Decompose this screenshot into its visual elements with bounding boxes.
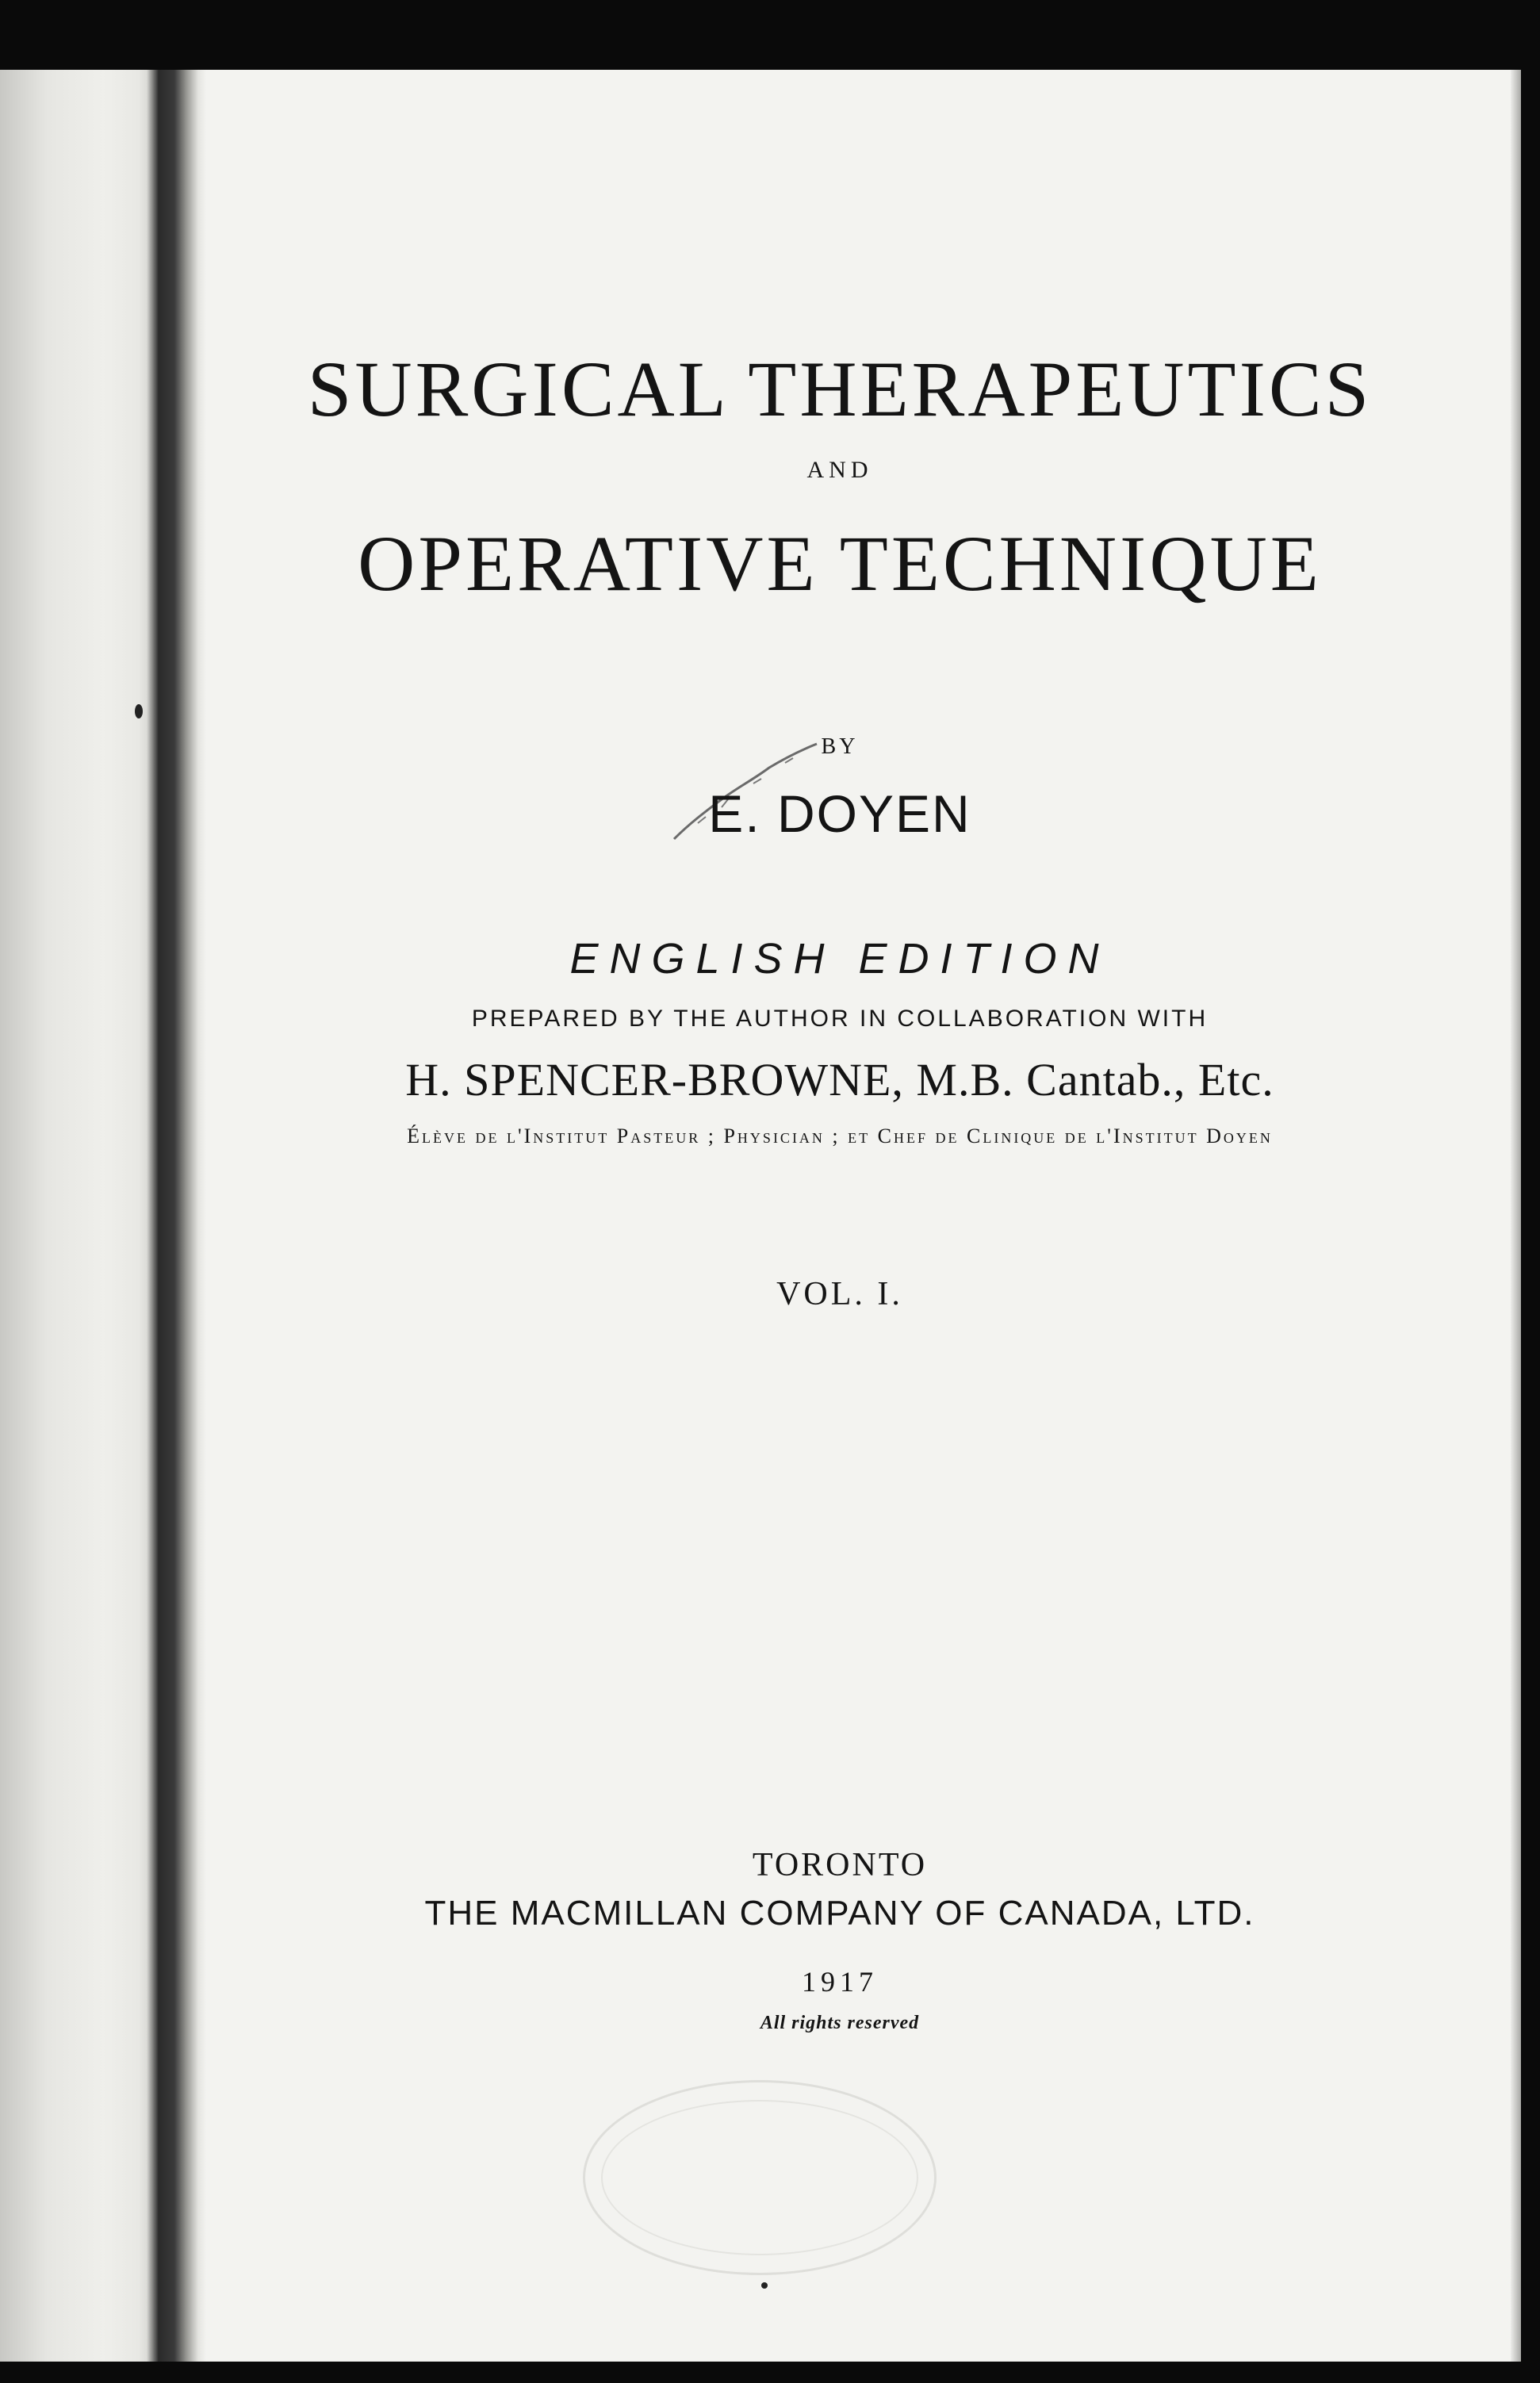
- title-line-1: SURGICAL THERAPEUTICS: [307, 345, 1373, 433]
- publisher-name: THE MACMILLAN COMPANY OF CANADA, LTD.: [424, 1894, 1255, 1933]
- volume-number: VOL. I.: [776, 1276, 903, 1312]
- title-conjunction: AND: [806, 457, 873, 483]
- title-line-2: OPERATIVE TECHNIQUE: [358, 519, 1322, 607]
- publisher-city: TORONTO: [752, 1847, 928, 1883]
- library-stamp: [583, 2080, 937, 2275]
- ink-speck: [135, 704, 143, 718]
- collaborator-name: H. SPENCER-BROWNE, M.B. Cantab., Etc.: [405, 1054, 1274, 1105]
- prepared-by-line: PREPARED BY THE AUTHOR IN COLLABORATION WITH: [471, 1006, 1209, 1032]
- ink-speck: [761, 2282, 768, 2289]
- collaborator-roles: Élève de l'Institut Pasteur ; Physician ; et Chef de Clinique de l'Institut Doyen: [407, 1124, 1273, 1147]
- edition-label: ENGLISH EDITION: [569, 935, 1110, 983]
- book-page: [0, 70, 1521, 2362]
- rights-notice: All rights reserved: [760, 2013, 920, 2033]
- author-name: E. DOYEN: [708, 784, 971, 843]
- publication-year: 1917: [802, 1966, 878, 1998]
- byline-label: BY: [821, 734, 859, 759]
- library-stamp-inner-ring: [601, 2100, 918, 2255]
